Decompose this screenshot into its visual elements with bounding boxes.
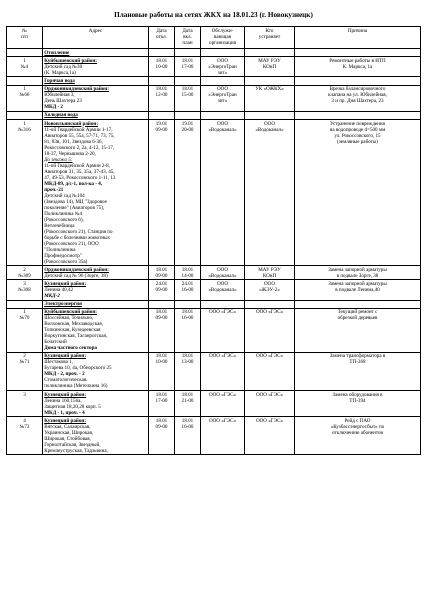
section-row-hot-water	[7, 77, 421, 85]
section-row-electricity	[7, 300, 421, 308]
date-on: 18.01 21-00	[175, 391, 201, 417]
table-row	[7, 352, 421, 390]
service-org: ООО «ГЭС»	[201, 352, 245, 390]
row-address	[43, 308, 149, 352]
date-off: 18.01 10-00	[149, 352, 175, 390]
service-org: ООО «Водоканал»	[201, 266, 245, 280]
date-on: 18.01 15-00	[175, 85, 201, 111]
page-title: Плановые работы на сетях ЖКХ на 18.01.23 (г. Новокузнецк)	[114, 11, 313, 19]
reason: Рейд с ПАО «Кузбассэнергосбыт» по отключению абонентов	[295, 417, 421, 455]
header-address: Адрес	[43, 27, 149, 49]
date-off: 18.01 12-00	[149, 85, 175, 111]
address-text: Детский сад №30 (К. Маркса,1а)	[44, 63, 83, 76]
row-address	[43, 266, 149, 280]
service-org: ООО «ГЭС»	[201, 391, 245, 417]
address-text: Детский сад № 96 (Зорге, 38)	[44, 272, 108, 279]
address-text: Юбилейная 3, День Шахтера 23	[44, 92, 82, 105]
section-electricity: Электроэнергия	[43, 300, 149, 308]
section-hot-water: Горячая вода	[43, 77, 149, 85]
address-text: Вятская, Салаирская, Украинская, Широкая, Широкая, Стойбовая, Горнолтайская, Звездный, Кремлеуструская, Тадзьвина,	[44, 423, 108, 454]
building-count: МКД-2	[44, 292, 60, 299]
date-off: 18.01 09-00	[149, 308, 175, 352]
row-number: 3	[7, 391, 43, 417]
building-count: МКД - 1, проч. - 4	[44, 409, 85, 416]
address-text: Ленина 40,42	[44, 286, 74, 293]
table-row	[7, 391, 421, 417]
date-on: 18.01 17-00	[175, 57, 201, 77]
date-on: 18.01 14-00	[175, 266, 201, 280]
reason: Текущий ремонт с обрезкой деревьев	[295, 308, 421, 352]
date-off: 18.01 09-00	[149, 417, 175, 455]
section-row-cold-water	[7, 111, 421, 119]
table-header-row	[7, 27, 421, 49]
table-row	[7, 417, 421, 455]
date-off: 18.01 17-00	[149, 391, 175, 417]
fixer-org: ООО «ГЭС»	[245, 352, 295, 390]
table-row	[7, 57, 421, 77]
row-number: 2 №309	[7, 266, 43, 280]
header-no: № п/п	[7, 27, 43, 49]
floor-note: До этажа 5:	[44, 156, 73, 163]
row-number: 3 №308	[7, 280, 43, 300]
reason: Устранение повреждения на водопроводе d=500 мм ул. Рокоссовского, 15 (земляные работы)	[295, 119, 421, 265]
reason: Замена трансформатора в ТП-368	[295, 352, 421, 390]
service-org: ООО «ГЭС»	[201, 308, 245, 352]
reason: Замена запорной арматуры в подвале Ленина,40	[295, 280, 421, 300]
row-number: 2 №71	[7, 352, 43, 390]
district-label: Новоильинский район:	[44, 120, 99, 127]
fixer-org: ООО «ЖЭУ-2»	[245, 280, 295, 300]
row-address	[43, 391, 149, 417]
address-text: 11-ой Гвардейской Армии 2-8, Авиаторов 31, 35, 35а, 37-43, 45, 47, 49-53, Рокоссовского 1-11, 13	[44, 162, 116, 181]
header-date-on: Дата вкл. план	[175, 27, 201, 49]
service-org: ООО «ГЭС»	[201, 417, 245, 455]
fixer-org: ООО «ГЭС»	[245, 391, 295, 417]
table-row	[7, 308, 421, 352]
address-text: Детский сад №104 (Звездова 14), МЦ "Здоровое поколение" (Авиаторов 75), Поликлиника №4 (Рокоссовского 6), Ветлечебница (Рокоссовского 21), Станция по борьбе с болезнями животных (Рокоссовского 21), ООО "Поликлиника Профмедосмотр" (Рокоссовского 35а)	[44, 192, 113, 265]
row-address	[43, 85, 149, 111]
header-date-off: Дата откл.	[149, 27, 175, 49]
address-text: Ленина 160,156а, Защитная 18,20,28 корп. 5	[44, 397, 101, 410]
row-number: 1 №316	[7, 119, 43, 265]
date-on: 18.01 13-00	[175, 352, 201, 390]
table-row	[7, 119, 421, 265]
row-address	[43, 280, 149, 300]
district-label: Кузнецкий район:	[44, 417, 87, 424]
reason: Замена запорной арматуры в подвале Зорге, 38	[295, 266, 421, 280]
date-off: 24.01 09-00	[149, 280, 175, 300]
address-text: 11-ой Гвардейской Армии 1-17, Авиаторов 55, 55а, 57-71, 73, 75, 81, 83в, 101, Звездова 6-36, Рокоссовского 2, 2а, 4-12, 15-17, 18-37, Чернышова 2-20,	[44, 126, 115, 157]
district-label: Кузнецкий район:	[44, 391, 87, 398]
district-label: Орджоникидзевский район:	[44, 86, 109, 93]
service-org: ООО «Водоканал»	[201, 280, 245, 300]
row-address	[43, 417, 149, 455]
fixer-org: ООО «ГЭС»	[245, 417, 295, 455]
row-number: 1 №66	[7, 85, 43, 111]
address-text: Шоссейная, Точильно, Волховская, Мехзаводская, Топкинская, Кузедеевская Воркутинская, Таганрогская, Бочатский	[44, 315, 108, 346]
reason: Ремонтные работы в ИТП К. Маркса, 1а	[295, 57, 421, 77]
date-on: 19.01 20-00	[175, 119, 201, 265]
building-count: МКД - 2, проч. - 2	[44, 371, 85, 378]
date-on: 18.01 16-00	[175, 417, 201, 455]
row-number: 1 №4	[7, 57, 43, 77]
fixer-org: МАУ РЭУ КОиП	[245, 57, 295, 77]
service-org: ООО «Водоканал»	[201, 119, 245, 265]
service-org: ООО «ЭнергоТран зит»	[201, 85, 245, 111]
date-off: 19.01 09-00	[149, 119, 175, 265]
row-number: 1 №70	[7, 308, 43, 352]
district-label: Куйбышевский район:	[44, 57, 97, 64]
row-address	[43, 57, 149, 77]
district-label: Кузнецкий район:	[44, 353, 87, 360]
reason: Врезка балансировочного клапана на ул. Юбилейная, 3 и пр. Дня Шахтера, 23	[295, 85, 421, 111]
header-org: Обслужи- вающая организация	[201, 27, 245, 49]
row-address	[43, 352, 149, 390]
row-address	[43, 119, 149, 265]
fixer-org: ООО «Водоканал»	[245, 119, 295, 265]
header-reason: Причина	[295, 27, 421, 49]
private-sector-note: Дома частного сектора	[44, 345, 97, 352]
section-heating: Отопление	[43, 49, 149, 57]
date-on: 18.01 16-00	[175, 308, 201, 352]
building-count: МКД - 2	[44, 104, 63, 111]
table-row	[7, 280, 421, 300]
header-who: Кто устраняет	[245, 27, 295, 49]
date-off: 18.01 10-00	[149, 57, 175, 77]
fixer-org: УК «ОЖКХ»	[245, 85, 295, 111]
date-off: 18.01 09-00	[149, 266, 175, 280]
table-row	[7, 85, 421, 111]
row-number: 4 №73	[7, 417, 43, 455]
service-org: ООО «ЭнергоТран зит»	[201, 57, 245, 77]
address-text: Шестакова 1, Бугарева 10, 4а, Обнорского 25	[44, 359, 112, 372]
address-text: Стоматологическая. поликлиника (Метелкина 16)	[44, 377, 108, 390]
reason: Замена оборудования в ТП-394	[295, 391, 421, 417]
works-table	[6, 26, 421, 455]
section-row-heating	[7, 49, 421, 57]
district-label: Куйбышевский район:	[44, 309, 97, 316]
district-label: Кузнецкий район:	[44, 280, 87, 287]
fixer-org: МАУ РЭУ КОиП	[245, 266, 295, 280]
fixer-org: ООО «ГЭС»	[245, 308, 295, 352]
section-cold-water: Холодная вода	[43, 111, 149, 119]
date-on: 24.01 16-00	[175, 280, 201, 300]
table-row	[7, 266, 421, 280]
building-count: МКД-89, д/с-1, пол-ка - 4, проч.-21	[44, 180, 103, 193]
district-label: Орджоникидзевский район:	[44, 266, 109, 273]
